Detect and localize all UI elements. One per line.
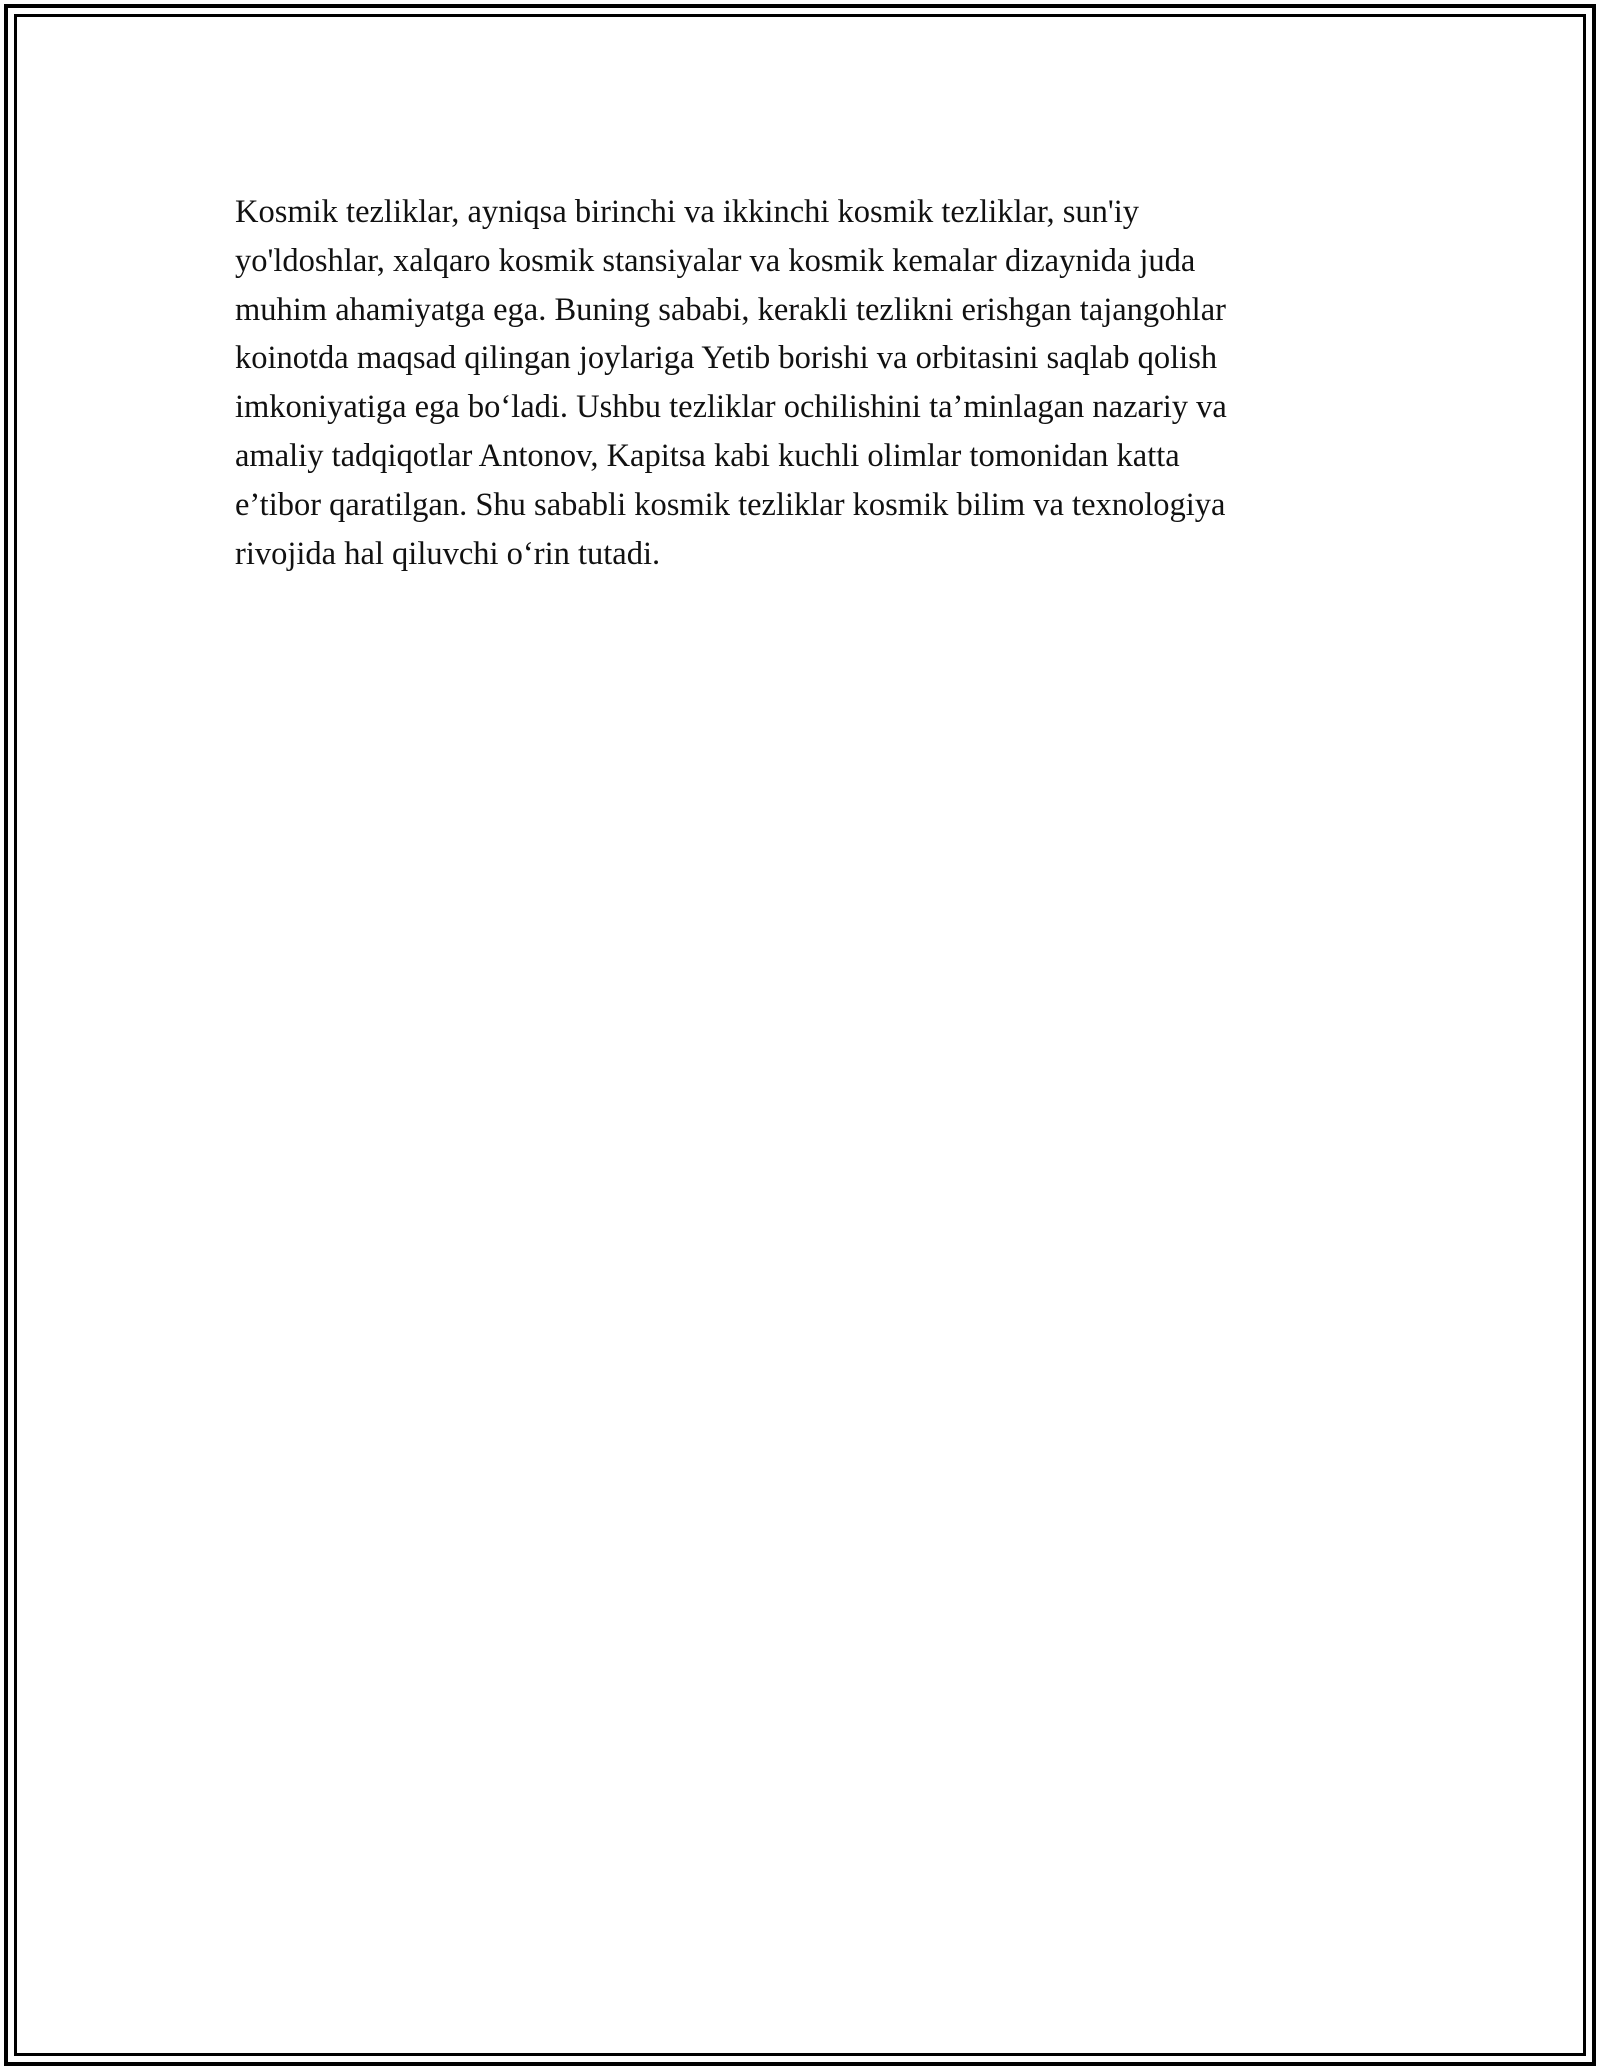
paragraph-line: muhim ahamiyatga ega. Buning sababi, kerakli tezlikni erishgan tajangohlar [235, 291, 1226, 328]
paragraph-line: koinotda maqsad qilingan joylariga Yetib borishi va orbitasini saqlab qolish [235, 340, 1218, 377]
paragraph-line: e’tibor qaratilgan. Shu sababli kosmik tezliklar kosmik bilim va texnologiya [235, 486, 1226, 523]
paragraph-line: yo'ldoshlar, xalqaro kosmik stansiyalar va kosmik kemalar dizaynida juda [235, 242, 1196, 279]
paragraph-line: Kosmik tezliklar, ayniqsa birinchi va ikkinchi kosmik tezliklar, sun'iy [235, 194, 1140, 230]
body-paragraph [235, 188, 1355, 578]
paragraph-line: amaliy tadqiqotlar Antonov, Kapitsa kabi kuchli olimlar tomonidan katta [235, 437, 1180, 474]
paragraph-line: rivojida hal qiluvchi o‘rin tutadi. [235, 535, 661, 572]
paragraph-line: imkoniyatiga ega bo‘ladi. Ushbu tezliklar ochilishini ta’minlagan nazariy va [235, 389, 1227, 426]
